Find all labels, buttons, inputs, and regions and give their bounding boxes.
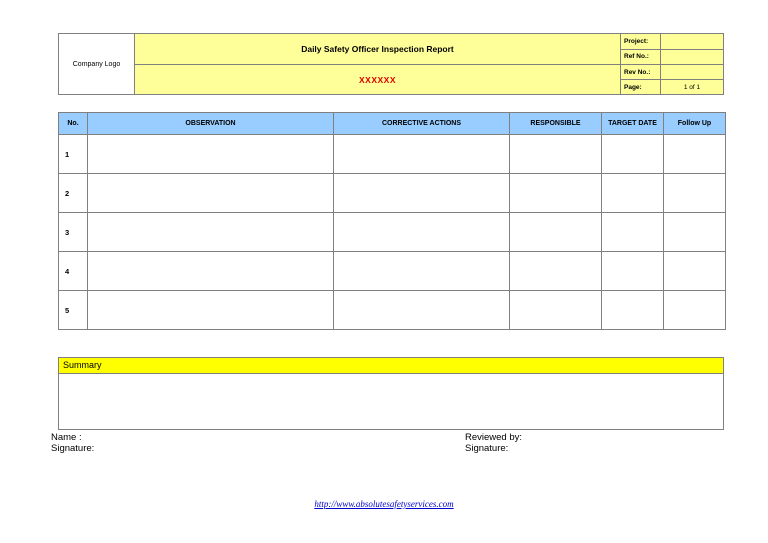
follow-up-cell[interactable]	[664, 291, 726, 330]
report-title: Daily Safety Officer Inspection Report	[135, 34, 621, 65]
table-row	[59, 135, 726, 174]
report-header	[58, 33, 724, 95]
corrective-action-cell[interactable]	[334, 252, 510, 291]
company-logo: Company Logo	[59, 34, 135, 95]
responsible-cell[interactable]	[510, 252, 602, 291]
signature-block-left	[51, 432, 94, 454]
follow-up-cell[interactable]	[664, 252, 726, 291]
website-link[interactable]: http://www.absolutesafetyservices.com	[314, 499, 454, 509]
observation-table	[58, 112, 726, 330]
corrective-action-cell[interactable]	[334, 291, 510, 330]
row-number: 4	[59, 252, 88, 291]
target-date-cell[interactable]	[602, 213, 664, 252]
observation-cell[interactable]	[88, 291, 334, 330]
col-header-corrective-actions: CORRECTIVE ACTIONS	[334, 113, 510, 135]
name-label: Name :	[51, 432, 82, 443]
row-number: 2	[59, 174, 88, 213]
follow-up-cell[interactable]	[664, 213, 726, 252]
target-date-cell[interactable]	[602, 174, 664, 213]
table-row	[59, 213, 726, 252]
col-header-observation: OBSERVATION	[88, 113, 334, 135]
target-date-cell[interactable]	[602, 291, 664, 330]
ref-no-label: Ref No.:	[621, 49, 661, 65]
responsible-cell[interactable]	[510, 174, 602, 213]
reviewed-by-label: Reviewed by:	[465, 432, 523, 443]
table-row	[59, 174, 726, 213]
summary-box	[58, 357, 724, 430]
signature-label-left: Signature:	[51, 443, 95, 454]
observation-cell[interactable]	[88, 213, 334, 252]
corrective-action-cell[interactable]	[334, 135, 510, 174]
summary-label: Summary	[59, 358, 723, 374]
project-label: Project:	[621, 34, 661, 50]
responsible-cell[interactable]	[510, 213, 602, 252]
follow-up-cell[interactable]	[664, 135, 726, 174]
ref-no-value	[661, 49, 724, 65]
corrective-action-cell[interactable]	[334, 174, 510, 213]
col-header-no: No.	[59, 113, 88, 135]
col-header-responsible: RESPONSIBLE	[510, 113, 602, 135]
target-date-cell[interactable]	[602, 252, 664, 291]
page-label: Page:	[621, 80, 661, 95]
observation-cell[interactable]	[88, 174, 334, 213]
signature-block-right	[465, 432, 522, 454]
signature-label-right: Signature:	[465, 443, 509, 454]
corrective-action-cell[interactable]	[334, 213, 510, 252]
observation-cell[interactable]	[88, 252, 334, 291]
row-number: 1	[59, 135, 88, 174]
table-row	[59, 291, 726, 330]
rev-no-label: Rev No.:	[621, 65, 661, 80]
rev-no-value	[661, 65, 724, 80]
responsible-cell[interactable]	[510, 135, 602, 174]
follow-up-cell[interactable]	[664, 174, 726, 213]
report-code: XXXXXX	[135, 65, 621, 95]
row-number: 5	[59, 291, 88, 330]
row-number: 3	[59, 213, 88, 252]
page-value: 1 of 1	[661, 80, 724, 95]
table-header-row	[59, 113, 726, 135]
col-header-target-date: TARGET DATE	[602, 113, 664, 135]
col-header-follow-up: Follow Up	[664, 113, 726, 135]
responsible-cell[interactable]	[510, 291, 602, 330]
project-value	[661, 34, 724, 50]
target-date-cell[interactable]	[602, 135, 664, 174]
table-row	[59, 252, 726, 291]
summary-content[interactable]	[59, 374, 723, 430]
observation-cell[interactable]	[88, 135, 334, 174]
